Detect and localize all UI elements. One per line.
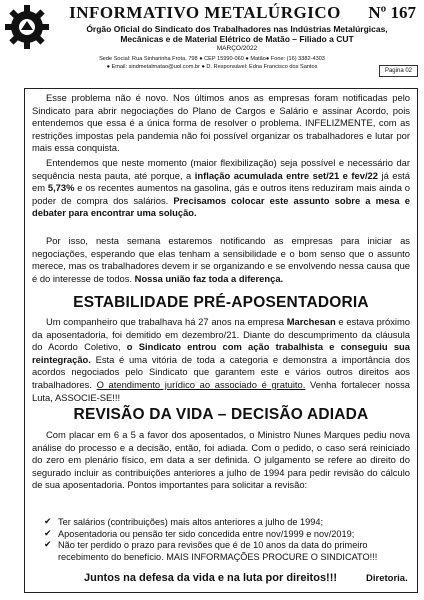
newsletter-header (0, 0, 424, 88)
legal-aid-link: O atendimento jurídico ao associado é gratuito. (96, 378, 306, 390)
heading-estabilidade: ESTABILIDADE PRÉ-APOSENTADORIA (73, 294, 369, 311)
revision-requirements-list (44, 517, 410, 563)
contact-info (54, 55, 370, 71)
list-item: ✔ Aposentadoria ou pensão ter sido concedida entre nov/1999 e nov/2019; (44, 529, 410, 541)
subtitle-line-1: Órgão Oficial do Sindicato dos Trabalhadores nas Indústrias Metalúrgicas, (86, 24, 388, 34)
heading-revisao-da-vida: REVISÃO DA VIDA – DECISÃO ADIADA (73, 406, 369, 423)
issue-number: Nº 167 (368, 3, 416, 22)
issue-month: MARÇO/2022 (216, 45, 258, 52)
section1-paragraph-2: Entendemos que neste momento (maior flexibilização) seja possível e necessário dar sequência nesta pauta, até porque, a inflação acumulada entre set/21 e fev/22 já está em 5,73% e os recentes aumentos na gasolina, gás e outros itens reduziram mais ainda o poder de compra dos salários. Precisamos colocar este assunto sobre a mesa e debater para encontrar uma solução. (32, 157, 410, 219)
gear-logo-icon (4, 4, 50, 50)
subtitle-line-2: Mecânicas e de Material Elétrico de Matão – Filiado a CUT (120, 34, 354, 44)
section2-paragraph: Um companheiro que trabalhava há 27 anos na empresa Marchesan e estava próximo da aposentadoria, foi demitido em dezembro/21. Diante do descumprimento da cláusula do Acordo Coletivo, o Sindicato entrou com ação trabalhista e conseguiu sua reintegração. Esta é uma vitória de toda a categoria e demonstra a importância dos acordos negociados pelo Sindicato que garantem este e vários outros direitos aos trabalhadores. O atendimento jurídico ao associado é gratuito. Venha fortalecer nossa Luta, ASSOCIE-SE!!! (32, 316, 411, 403)
contact-line-1: Sede Social: Rua Sinharinha Frota, 798 ● CEP 15990-060 ● Matão● Fone: (16) 3382-4303 (99, 56, 325, 62)
masthead-title (54, 3, 356, 23)
footer-signature: Diretoria. (366, 573, 408, 584)
newsletter-title: INFORMATIVO METALÚRGICO (69, 3, 341, 22)
newsletter-subtitle (54, 24, 420, 44)
page-label: Pagina 02 (379, 65, 418, 77)
list-item: ✔ Ter salários (contribuições) mais altos anteriores a julho de 1994; (44, 517, 410, 529)
section1-paragraph-3: Por isso, nesta semana estaremos notificando as empresas para iniciar as negociações, esperando que elas tenham a sensibilidade e o bom senso que o assunto merece, mas os trabalhadores devem ir se organizando e se envolvendo nessa causa que é do interesse de todos. Nossa união faz toda a diferença. (32, 235, 410, 284)
footer-slogan: Juntos na defesa da vida e na luta por direitos!!! (84, 572, 338, 584)
section3-paragraph: Com placar em 6 a 5 a favor dos aposentados, o Ministro Nunes Marques pediu nova análise do processo e a decisão, então, foi adiada. Com o pedido, o caso será reiniciado do zero em plenário físico, em data a ser definida. O julgamento se refere ao direito do segurado incluir as contribuições anteriores a julho de 1994 para pedir revisão do cálculo de sua aposentadoria. Pontos importantes para solicitar a revisão: (32, 429, 410, 491)
list-item: ✔ Não ter perdido o prazo para revisões que é de 10 anos da data do primeiro recebimento do benefício. MAIS INFORMAÇÕES PROCURE O SINDICATO!!! (44, 540, 410, 563)
contact-line-2: ● Email: sindmetalmatao@uol.com.br ● D. Responsável: Edna Francisco dos Santos (106, 64, 318, 70)
section1-paragraph-1: Esse problema não é novo. Nos últimos anos as empresas foram notificadas pelo Sindicato para abrir negociações do Plano de Cargos e Salário e assinar Acordo, pois entendemos que essa é a única forma de resolver o problema. INFELIZMENTE, com as restrições impostas pela pandemia não foi possível organizar os trabalhadores e lutar por mais essa conquista. (32, 92, 410, 154)
